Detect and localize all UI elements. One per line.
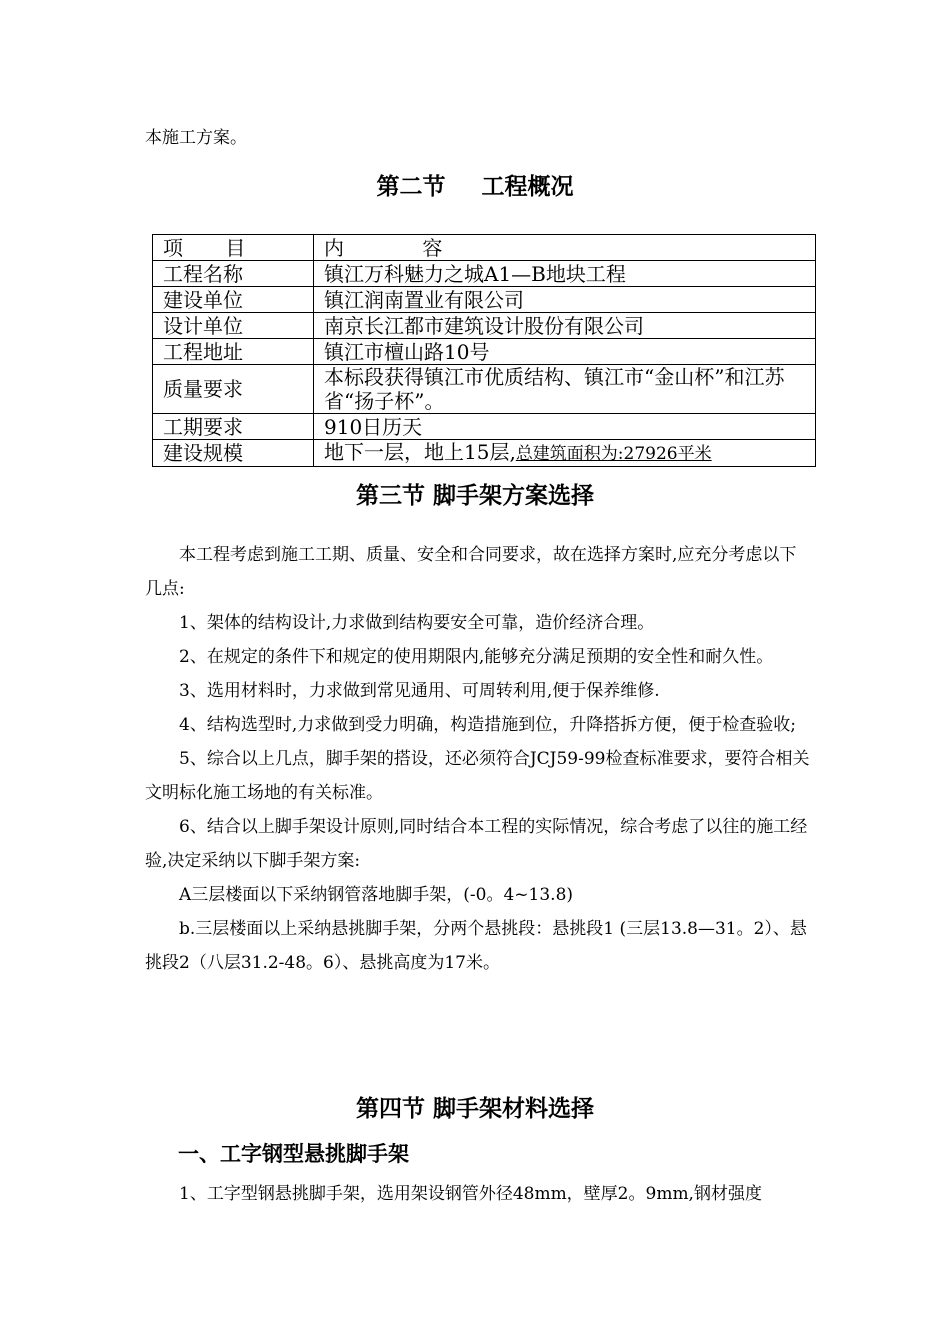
scale-text: 地下一层，地上15层, <box>324 440 516 464</box>
section-2-prefix: 第二节 <box>376 174 446 200</box>
row-value-cell: 910日历天 <box>314 414 816 440</box>
row-value-cell <box>314 440 816 467</box>
section-2-title: 工程概况 <box>481 174 574 200</box>
paragraph: 3、选用材料时，力求做到常见通用、可周转利用,便于保养维修. <box>179 681 660 701</box>
paragraph: 4、结构选型时,力求做到受力明确，构造措施到位，升降搭拆方便，便于检查验收; <box>179 715 796 735</box>
scheme-selection-body <box>145 538 810 980</box>
paragraph: 本工程考虑到施工工期、质量、安全和合同要求，故在选择方案时,应充分考虑以下几点: <box>145 545 797 599</box>
table-row <box>153 440 816 467</box>
paragraph: 6、结合以上脚手架设计原则,同时结合本工程的实际情况，综合考虑了以往的施工经验,决定采纳以下脚手架方案: <box>145 817 808 871</box>
section-3-heading: 第三节 脚手架方案选择 <box>355 483 594 509</box>
paragraph: 2、在规定的条件下和规定的使用期限内,能够充分满足预期的安全性和耐久性。 <box>179 647 774 667</box>
table-header-row <box>153 235 816 261</box>
table-row <box>153 414 816 440</box>
row-key-cell: 质量要求 <box>153 365 314 414</box>
row-key-cell: 工程地址 <box>153 339 314 365</box>
row-value-cell: 镇江市檀山路10号 <box>314 339 816 365</box>
row-key-cell: 建设单位 <box>153 287 314 313</box>
table-row <box>153 313 816 339</box>
paragraph: 1、架体的结构设计,力求做到结构要安全可靠，造价经济合理。 <box>179 613 655 633</box>
paragraph: b.三层楼面以上采纳悬挑脚手架，分两个悬挑段：悬挑段1 (三层13.8—31。2）、悬挑段2（八层31.2-48。6）、悬挑高度为17米。 <box>145 919 807 973</box>
section-2-heading <box>0 168 950 201</box>
row-key-cell: 工程名称 <box>153 261 314 287</box>
total-area-text: 总建筑面积为:27926平米 <box>515 444 712 464</box>
header-key-cell: 项 目 <box>153 235 314 261</box>
section-4-heading: 第四节 脚手架材料选择 <box>355 1096 594 1122</box>
paragraph: 5、综合以上几点，脚手架的搭设，还必须符合JCJ59-99检查标准要求，要符合相关文明标化施工场地的有关标准。 <box>145 749 810 803</box>
row-value-cell: 本标段获得镇江市优质结构、镇江市“金山杯”和江苏省“扬子杯”。 <box>314 365 816 414</box>
table-row <box>153 287 816 313</box>
project-overview-table <box>152 234 816 467</box>
header-value-cell: 内 容 <box>314 235 816 261</box>
table-row <box>153 365 816 414</box>
table-row <box>153 339 816 365</box>
row-value-cell: 镇江万科魅力之城A1—B地块工程 <box>314 261 816 287</box>
table-row <box>153 261 816 287</box>
intro-tail-text: 本施工方案。 <box>145 128 247 148</box>
subsection-1-heading: 一、工字钢型悬挑脚手架 <box>178 1142 409 1166</box>
paragraph: A三层楼面以下采纳钢管落地脚手架，(-0。4~13.8) <box>179 885 574 905</box>
row-value-cell: 镇江润南置业有限公司 <box>314 287 816 313</box>
row-value-cell: 南京长江都市建筑设计股份有限公司 <box>314 313 816 339</box>
row-key-cell: 工期要求 <box>153 414 314 440</box>
row-key-cell: 建设规模 <box>153 440 314 467</box>
row-key-cell: 设计单位 <box>153 313 314 339</box>
paragraph: 1、工字型钢悬挑脚手架，选用架设钢管外径48mm，壁厚2。9mm,钢材强度 <box>179 1184 762 1204</box>
